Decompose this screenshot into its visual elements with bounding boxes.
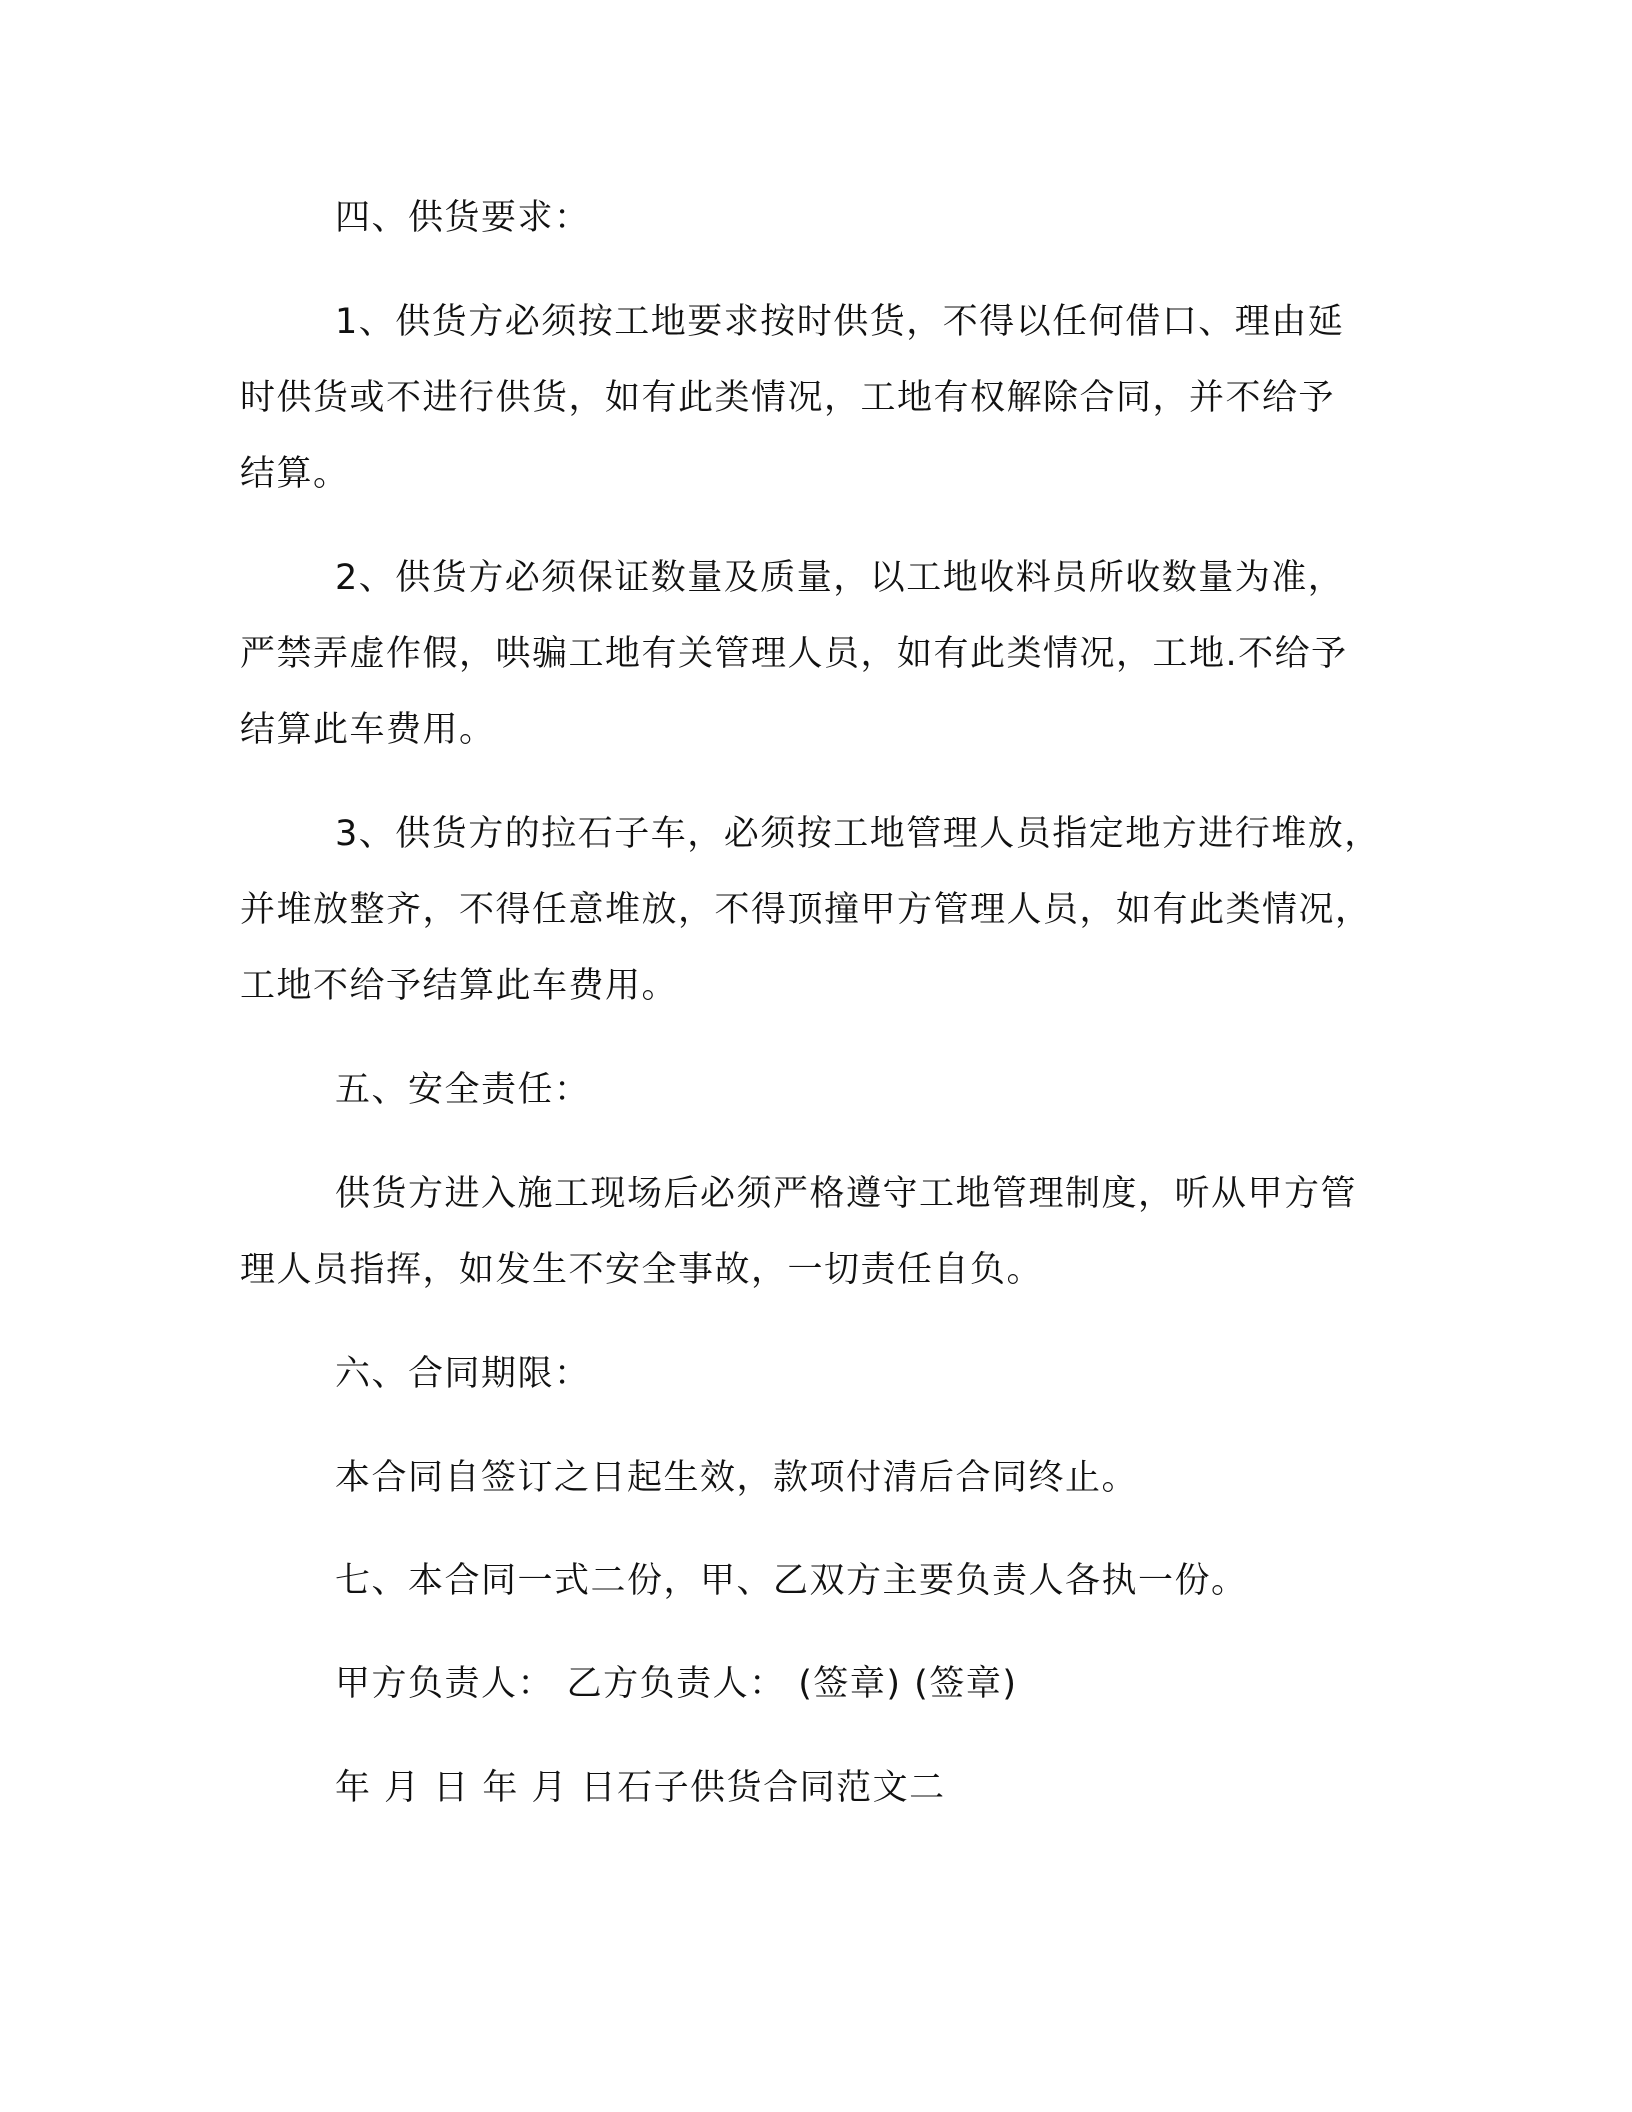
clause-4-3-line-3: 工地不给予结算此车费用。 <box>240 966 679 1006</box>
signature-line: 甲方负责人： 乙方负责人： (签章) (签章) <box>335 1664 1018 1704</box>
section-6-body: 本合同自签订之日起生效，款项付清后合同终止。 <box>335 1458 1139 1498</box>
section-4-heading: 四、供货要求： <box>335 198 591 238</box>
section-5-body-line-2: 理人员指挥，如发生不安全事故，一切责任自负。 <box>240 1250 1044 1290</box>
clause-4-2-line-2: 严禁弄虚作假，哄骗工地有关管理人员，如有此类情况，工地.不给予 <box>240 634 1348 674</box>
clause-4-1-line-2: 时供货或不进行供货，如有此类情况，工地有权解除合同，并不给予 <box>240 378 1336 418</box>
section-5-heading: 五、安全责任： <box>335 1070 591 1110</box>
clause-4-1-line-3: 结算。 <box>240 454 350 494</box>
clause-4-3-line-1: 3、供货方的拉石子车，必须按工地管理人员指定地方进行堆放， <box>335 814 1381 854</box>
clause-4-1-line-1: 1、供货方必须按工地要求按时供货，不得以任何借口、理由延 <box>335 302 1345 342</box>
clause-4-2-line-3: 结算此车费用。 <box>240 710 496 750</box>
date-line: 年 月 日 年 月 日石子供货合同范文二 <box>335 1768 946 1808</box>
clause-4-3-line-2: 并堆放整齐，不得任意堆放，不得顶撞甲方管理人员，如有此类情况， <box>240 890 1372 930</box>
clause-4-2-line-1: 2、供货方必须保证数量及质量，以工地收料员所收数量为准， <box>335 558 1345 598</box>
section-6-heading: 六、合同期限： <box>335 1354 591 1394</box>
section-5-body-line-1: 供货方进入施工现场后必须严格遵守工地管理制度，听从甲方管 <box>335 1174 1358 1214</box>
section-7-body: 七、本合同一式二份，甲、乙双方主要负责人各执一份。 <box>335 1561 1248 1601</box>
